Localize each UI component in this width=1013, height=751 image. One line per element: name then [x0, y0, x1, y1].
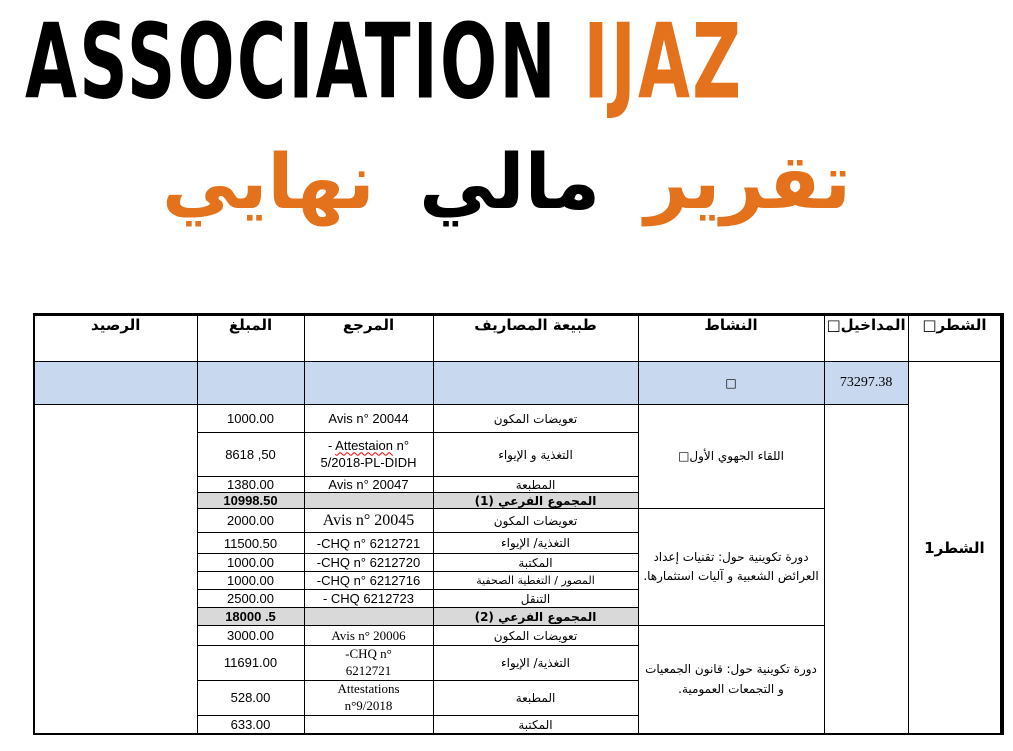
ref-misspelled-word: Attestaion [335, 437, 393, 453]
reference-cell: -CHQ n° 6212721 [304, 533, 433, 554]
amount-cell: 1380.00 [197, 477, 304, 493]
subtotal-amount: 10998.50 [197, 493, 304, 509]
header-expense-nature: طبيعة المصاريف [433, 315, 638, 362]
income-total-cell: 73297.38 [824, 362, 908, 405]
income-row-amount-cell [197, 362, 304, 405]
nature-cell: التغذية/ الإيواء [433, 646, 638, 681]
header-reference: المرجع [304, 315, 433, 362]
nature-cell: المطبعة [433, 477, 638, 493]
subtotal-ref-empty [304, 608, 433, 626]
ref-prefix: - [327, 437, 336, 453]
reference-cell: - CHQ 6212723 [304, 590, 433, 608]
subtotal-label: المجموع الفرعي (2) [433, 608, 638, 626]
logo-text-orange: IJAZ [583, 3, 744, 124]
title-word-2: مالي [419, 137, 601, 226]
income-row [34, 362, 1002, 405]
income-merged-cell [824, 405, 908, 735]
amount-cell: 633.00 [197, 715, 304, 734]
activity-merged-cell: اللقاء الجهوي الأول□ [638, 405, 824, 509]
title-word-1: تقرير [644, 137, 851, 226]
nature-cell: المصور / التغطية الصحفية [433, 572, 638, 590]
subtotal-label: المجموع الفرعي (1) [433, 493, 638, 509]
ref-line1: Attestations [337, 680, 400, 696]
amount-cell: 11500.50 [197, 533, 304, 554]
nature-cell: التنقل [433, 590, 638, 608]
reference-cell: -CHQ n° 6212716 [304, 572, 433, 590]
activity-merged-cell: دورة تكوينية حول: قانون الجمعيات و التجمعات العمومية. [638, 626, 824, 735]
title-word-3: نهايي [162, 137, 375, 226]
amount-cell: 1000.00 [197, 572, 304, 590]
header-tranche: الشطر□ [908, 315, 1002, 362]
amount-cell: 2500.00 [197, 590, 304, 608]
reference-cell [304, 715, 433, 734]
amount-cell: 2000.00 [197, 509, 304, 533]
financial-table [33, 313, 1004, 735]
amount-cell: 1000.00 [197, 554, 304, 572]
activity-merged-cell: دورة تكوينية حول: تقنيات إعداد العرائض الشعبية و آليات استثمارها. [638, 509, 824, 626]
reference-cell [304, 646, 433, 681]
ref-line2: n°9/2018 [344, 697, 393, 713]
amount-cell: 1000.00 [197, 405, 304, 433]
income-row-activity-cell: □ [638, 362, 824, 405]
ref-suffix: n° [393, 437, 410, 453]
reference-cell: Avis n° 20006 [304, 626, 433, 646]
nature-cell: تعويضات المكون [433, 509, 638, 533]
reference-cell: Avis n° 20045 [304, 509, 433, 533]
reference-cell [304, 680, 433, 715]
header-activity: النشاط [638, 315, 824, 362]
ref-line2: 5/2018-PL-DIDH [320, 454, 417, 470]
income-row-nature-cell [433, 362, 638, 405]
income-row-reference-cell [304, 362, 433, 405]
subtotal-amount: 18000 .5 [197, 608, 304, 626]
report-title [0, 134, 1013, 229]
reference-cell: -CHQ n° 6212720 [304, 554, 433, 572]
reference-cell: Avis n° 20044 [304, 405, 433, 433]
subtotal-ref-empty [304, 493, 433, 509]
expense-row [34, 405, 1002, 433]
tranche-merged-cell: الشطر1 [908, 362, 1002, 735]
reference-cell: Avis n° 20047 [304, 477, 433, 493]
association-logo [25, 3, 985, 130]
nature-cell: التغذية و الإيواء [433, 433, 638, 477]
amount-cell: 11691.00 [197, 646, 304, 681]
logo-text-black: ASSOCIATION [25, 3, 584, 124]
nature-cell: تعويضات المكون [433, 405, 638, 433]
nature-cell: تعويضات المكون [433, 626, 638, 646]
reference-cell [304, 433, 433, 477]
header-income: المداخيل□ [824, 315, 908, 362]
ref-line1: -CHQ n° [345, 646, 392, 661]
balance-merged-cell [34, 405, 197, 735]
nature-cell: التغذية/ الإيواء [433, 533, 638, 554]
header-amount: المبلغ [197, 315, 304, 362]
header-balance: الرصيد [34, 315, 197, 362]
amount-cell: 528.00 [197, 680, 304, 715]
header-row [34, 315, 1002, 362]
nature-cell: المكتبة [433, 715, 638, 734]
nature-cell: المكتبة [433, 554, 638, 572]
amount-cell: 3000.00 [197, 626, 304, 646]
amount-cell: 8618 ,50 [197, 433, 304, 477]
ref-line2: 6212721 [345, 662, 392, 678]
nature-cell: المطبعة [433, 680, 638, 715]
income-row-balance-cell [34, 362, 197, 405]
